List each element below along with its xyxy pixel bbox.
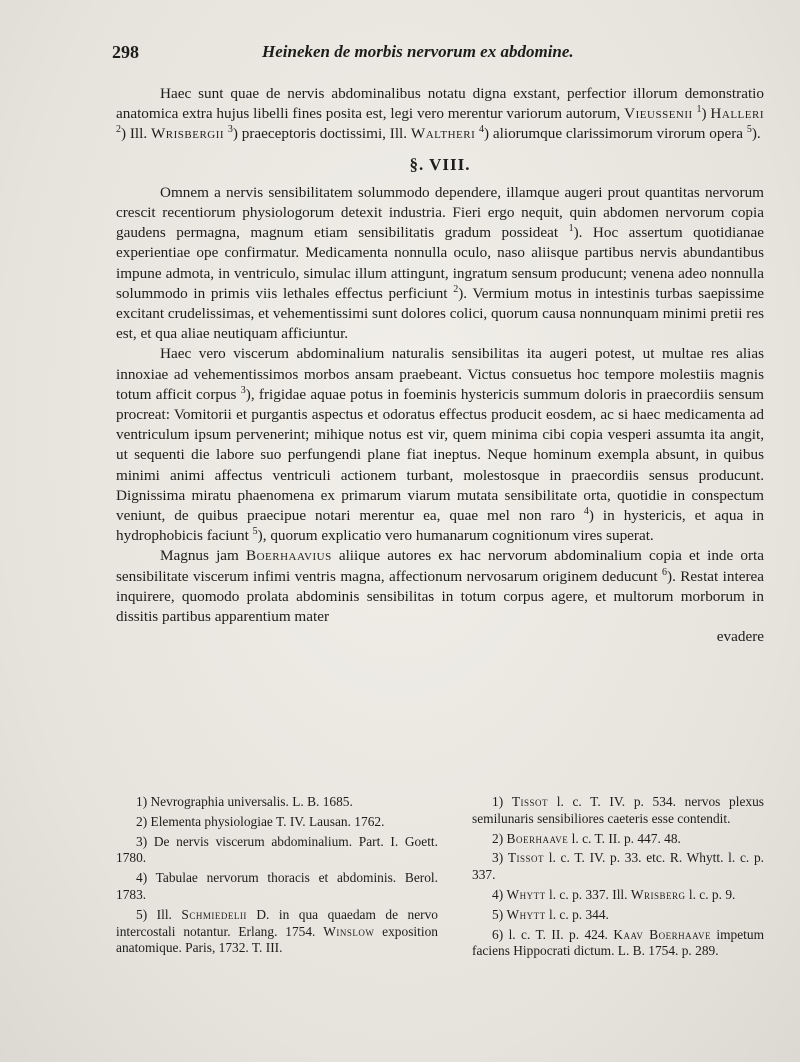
- catchword: evadere: [716, 628, 764, 646]
- footnote-text: Ill.: [156, 906, 172, 922]
- footnote-right-3: [472, 850, 764, 884]
- footnote-number: 1): [136, 794, 148, 809]
- p4-text-a: Magnus jam: [160, 547, 239, 565]
- footnote-number: 1): [492, 794, 504, 809]
- main-text: [116, 84, 764, 647]
- footnote-ref: 2: [116, 124, 121, 136]
- footnotes-right: [472, 794, 764, 963]
- footnote-ref: 6: [662, 566, 668, 578]
- footnote-text: l. c. p. 337. Ill.: [549, 886, 628, 902]
- footnote-right-2: [472, 831, 764, 848]
- footnote-text: l. c. p. 9.: [688, 886, 736, 902]
- footnote-right-5: [472, 907, 764, 924]
- p4-author-boerhaave: Boerhaavius: [245, 547, 332, 565]
- p4-text-b: aliique autores ex hac nervorum abdominalium copia et inde orta sensibilitate viscerum infimi ventris magna, affectionum nervosarum originem deducunt: [116, 547, 765, 585]
- footnote-text: Nevrographia universalis. L. B. 1685.: [150, 794, 353, 809]
- p1-text-e: .: [756, 125, 761, 143]
- footnote-author: Schmiedelii: [181, 906, 247, 922]
- footnote-number: 4): [136, 870, 148, 886]
- footnote-text: exposition anatomique. Paris, 1732. T. III.: [116, 923, 438, 956]
- paragraph-4: Magnus jam Boerhaavius aliique autores ex hac nervorum abdominalium copia et inde orta sensibilitate viscerum infimi ventris magna, affectionum nervosarum originem deducunt $^6$). Restat interea inquirere, quomodo prolata abdominis sensibilitas in totum corpus agere, et multorum morborum in dissitis partibus apparentium mater: [116, 547, 765, 626]
- footnote-right-4: [472, 887, 764, 904]
- footnote-ref: 4: [583, 506, 589, 517]
- page-header: [112, 42, 722, 70]
- footnote-author: Kaav Boerhaave: [613, 926, 711, 942]
- p1-text-d: aliorumque clarissimorum virorum opera: [492, 125, 744, 143]
- running-title: Heineken de morbis nervorum ex abdomine.: [262, 42, 574, 61]
- footnote-right-1: [472, 794, 764, 828]
- footnote-ref: 1: [568, 223, 574, 235]
- footnote-text: D. in qua quaedam de nervo intercostali notantur. Erlang. 1754.: [116, 906, 439, 939]
- p1-author-walther: Waltheri: [410, 125, 476, 143]
- footnote-author: Tissot: [511, 794, 549, 809]
- footnote-author: Boerhaave: [506, 830, 569, 846]
- footnotes-left: [116, 794, 438, 960]
- p1-author-vieussens: Vieussenii: [624, 105, 693, 123]
- footnote-text: Tabulae nervorum thoracis et abdominis. Berol. 1783.: [116, 870, 438, 902]
- p1-author-haller: Halleri: [710, 105, 764, 123]
- footnote-number: 3): [492, 850, 504, 866]
- footnote-ref: 5: [746, 124, 752, 136]
- p1-text-c: praeceptoris doctissimi, Ill.: [241, 125, 408, 143]
- paragraph-1: Haec sunt quae de nervis abdominalibus notatu digna exstant, perfectior illorum demonstratio anatomica extra hujus libelli fines posita est, legi vero merentur variorum autorum, Vieussenii $^1$) Halleri $^2$) Ill. Wrisbergii $^3$) praeceptoris doctissimi, Ill. Waltheri $^4$) aliorumque clarissimorum virorum opera $^5$).: [116, 85, 764, 143]
- footnote-left-4: [116, 870, 438, 904]
- footnote-number: 6): [492, 926, 504, 942]
- footnote-text: l. c. p. 344.: [549, 906, 609, 922]
- footnote-text: De nervis viscerum abdominalium. Part. I. Goett. 1780.: [116, 833, 438, 866]
- footnote-ref: 5: [252, 526, 258, 538]
- p1-text-b: Ill.: [129, 125, 148, 143]
- footnote-left-5: [116, 907, 438, 957]
- footnote-number: 3): [136, 833, 148, 849]
- p1-text-a: Haec sunt quae de nervis abdominalibus notatu digna exstant, perfectior illorum demonstratio anatomica extra hujus libelli fines posita est, legi vero merentur variorum autorum,: [116, 85, 764, 123]
- footnote-author: Winslow: [323, 923, 375, 939]
- footnote-ref: 4: [479, 124, 485, 136]
- footnote-number: 5): [136, 906, 148, 922]
- p3-text-d: , quorum explicatio vero humanarum cognitionum vires superat.: [262, 527, 654, 545]
- footnote-author: Tissot: [507, 850, 545, 866]
- footnote-right-6: [472, 927, 764, 961]
- p1-author-wrisberg: Wrisbergii: [150, 125, 225, 143]
- footnote-ref: 1: [696, 104, 702, 116]
- footnote-ref: 3: [227, 124, 233, 136]
- footnote-author: Whytt: [506, 886, 546, 902]
- footnote-text: Elementa physiologiae T. IV. Lausan. 1762.: [150, 813, 385, 829]
- footnote-text: l. c. T. II. p. 424.: [508, 926, 608, 942]
- footnote-number: 2): [492, 830, 504, 846]
- p4-text-c: . Restat interea inquirere, quomodo prolata abdominis sensibilitas in totum corpus agere, et multorum morborum in dissitis partibus apparentium mater: [116, 567, 764, 626]
- footnote-number: 5): [492, 906, 504, 922]
- footnote-ref: 2: [453, 283, 459, 295]
- footnote-left-2: [116, 814, 438, 831]
- p2-text-b: . Hoc assertum quotidianae experientiae ope confirmatur. Medicamenta nonnulla oculo, naso aliisque partibus nervis abundantibus impune admota, in ventriculo, simulac illum attingunt, ingratum sensum producunt; venena adeo nonnulla solummodo in primis viis lethales effectus perficiunt: [116, 224, 765, 302]
- footnote-author: Wrisberg: [630, 886, 686, 902]
- footnote-text: impetum faciens Hippocrati dictum. L. B. 1754. p. 289.: [472, 926, 765, 959]
- footnote-left-3: [116, 834, 438, 868]
- paragraph-2: Omnem a nervis sensibilitatem solummodo dependere, illamque augeri prout quantitas nervorum crescit recentiorum physiologorum detexit industria. Fieri ergo nequit, quin abdomen nervorum copia gaudens permagna, magnum etiam sensibilitatis gradum possideat $^1$). Hoc assertum quotidianae experientiae ope confirmatur. Medicamenta nonnulla oculo, naso aliisque partibus nervis abundantibus impune admota, in ventriculo, simulac illum attingunt, ingratum sensum producunt; venena adeo nonnulla solummodo in primis viis lethales effectus perficiunt $^2$). Vermium motus in intestinis turbas saepissime excitant crudelissimas, et vehementissimi sunt dolores colici, quorum causa nonnunquam minimi pretii res est, et qua aliae neutiquam afficiuntur.: [116, 183, 765, 343]
- footnote-left-1: [116, 794, 438, 811]
- footnote-author: Whytt: [506, 906, 546, 922]
- footnote-text: l. c. T. II. p. 447. 48.: [571, 830, 681, 846]
- footnote-ref: 3: [240, 384, 246, 396]
- footnote-number: 2): [136, 813, 148, 829]
- p2-text-a: Omnem a nervis sensibilitatem solummodo dependere, illamque augeri prout quantitas nervorum crescit recentiorum physiologorum detexit industria. Fieri ergo nequit, quin abdomen nervorum copia gaudens permagna, magnum etiam sensibilitatis gradum possideat: [116, 183, 764, 242]
- footnote-text: l. c. T. IV. p. 33. etc. R. Whytt. l. c. p. 337.: [472, 850, 764, 883]
- footnote-number: 4): [492, 886, 504, 902]
- paragraph-3: Haec vero viscerum abdominalium naturalis sensibilitas ita augeri potest, ut multae res alias innoxiae ad vehementissimos morbos ansam praebeant. Victus consuetus hoc tempore molestiis magnis totum afficit corpus $^3$), frigidae aquae potus in foeminis hystericis summum doloris in praecordiis sensum procreat: Vomitorii et purgantis aspectus et odoratus effectus producit eosdem, ac si haec medicamenta ad ventriculum ipsum pervenerint; mihique notus est vir, quem minima cibi copia vesperi assumta ita angit, ut sequenti die labore suo perfungendi plane fiat ineptus. Neque hominum exempla absunt, in quibus minimi animi affectus ventriculi actionem turbant, molestosque in praecordiis sensus producunt. Dignissima miratu phaenomena ex primarum viarum mutata sensibilitate orta, quotidie in conspectum veniunt, de quibus praecipue notari merentur ea, quae mel non raro $^4$) in hystericis, et aqua in hydrophobicis faciunt $^5$), quorum explicatio vero humanarum cognitionum vires superat.: [116, 345, 764, 545]
- footnote-text: l. c. T. IV. p. 534. nervos plexus semilunaris sensibiliores caeteris esse contendit.: [472, 794, 764, 826]
- section-heading: §. VIII.: [409, 154, 471, 174]
- p3-text-c: in hystericis, et aqua in hydrophobicis faciunt: [116, 507, 764, 545]
- p3-text-a: Haec vero viscerum abdominalium naturalis sensibilitas ita augeri potest, ut multae res alias innoxiae ad vehementissimos morbos ansam praebeant. Victus consuetus hoc tempore molestiis magnis totum afficit corpus: [116, 345, 764, 403]
- p3-text-b: , frigidae aquae potus in foeminis hystericis summum doloris in praecordiis sensum procreat: Vomitorii et purgantis aspectus et odoratus effectus producit eosdem, ac si haec medicamenta ad ventriculum ipsum pervenerint; mihique notus est vir, quem minima cibi copia vesperi assumta ita angit, ut sequenti die labore suo perfungendi plane fiat ineptus. Neque hominum exempla absunt, in quibus minimi animi affectus ventriculi actionem turbant, molestosque in praecordiis sensus producunt. Dignissima miratu phaenomena ex primarum viarum mutata sensibilitate orta, quotidie in conspectum veniunt, de quibus praecipue notari merentur ea, quae mel non raro: [116, 385, 764, 525]
- p2-text-c: . Vermium motus in intestinis turbas saepissime excitant crudelissimas, et vehementissimi sunt dolores colici, quorum causa nonnunquam minimi pretii res est, et qua aliae neutiquam afficiuntur.: [116, 284, 764, 343]
- page-number: 298: [112, 42, 139, 62]
